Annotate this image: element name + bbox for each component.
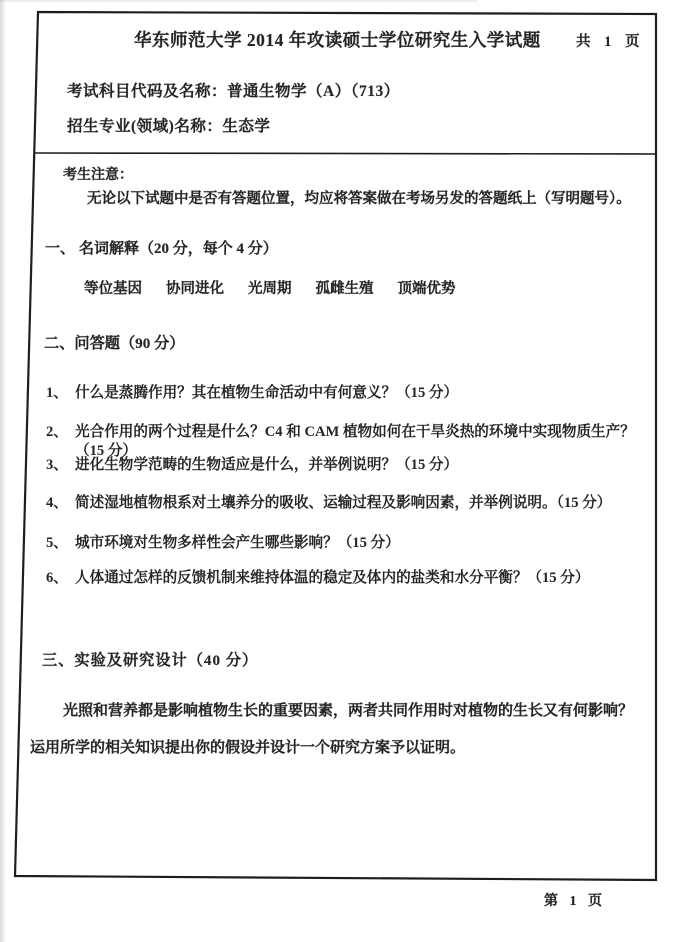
section-one-number: 一、	[45, 241, 76, 257]
scan-artifact-top-edge	[0, 0, 477, 3]
question-item	[46, 384, 646, 403]
term-item: 协同进化	[166, 281, 224, 297]
page-title: 华东师范大学 2014 年攻读硕士学位研究生入学试题	[134, 30, 541, 50]
question-text: 人体通过怎样的反馈机制来维持体温的稳定及体内的盐类和水分平衡？（15 分）	[75, 570, 590, 586]
term-item: 孤雌生殖	[315, 281, 374, 297]
term-item: 光周期	[248, 281, 292, 297]
question-item	[46, 569, 646, 588]
section-two-heading: 二、问答题（90 分）	[44, 335, 185, 352]
notice-heading: 考生注意：	[63, 168, 133, 183]
total-pages-label: 共 1 页	[576, 34, 645, 50]
question-text: 进化生物学范畴的生物适应是什么，并举例说明？（15 分）	[75, 457, 459, 473]
question-item	[46, 534, 646, 553]
enrollment-major-line: 招生专业(领域)名称：生态学	[67, 118, 271, 135]
section-one-title: 名词解释（20 分，每个 4 分）	[79, 241, 278, 257]
exam-subject-line: 考试科目代码及名称：普通生物学（A）（713）	[67, 83, 400, 100]
footer-page-number: 第 1 页	[544, 894, 606, 909]
section-three-heading: 三、实验及研究设计（40 分）	[42, 652, 259, 669]
scan-artifact-left-edge	[0, 0, 6, 942]
question-text: 城市环境对生物多样性会产生哪些影响？（15 分）	[75, 535, 400, 551]
question-number: 3、	[46, 457, 68, 473]
question-number: 2、	[46, 424, 68, 440]
question-item	[46, 456, 646, 475]
question-number: 4、	[46, 495, 68, 511]
essay-design-paragraph: 光照和营养都是影响植物生长的重要因素，两者共同作用时对植物的生长又有何影响？运用所学的相关知识提出你的假设并设计一个研究方案予以证明。	[30, 703, 634, 756]
section-one-heading	[45, 237, 278, 258]
question-number: 6、	[46, 570, 68, 586]
term-item: 顶端优势	[397, 281, 456, 297]
question-item	[46, 494, 646, 513]
question-text: 什么是蒸腾作用？其在植物生命活动中有何意义？（15 分）	[75, 385, 459, 401]
question-text: 简述湿地植物根系对土壤养分的吸收、运输过程及影响因素，并举例说明。（15 分）	[75, 495, 612, 511]
question-number: 5、	[46, 535, 68, 551]
notice-body: 无论以下试题中是否有答题位置，均应将答案做在考场另发的答题纸上（写明题号）。	[87, 191, 631, 207]
glossary-terms-row	[84, 277, 480, 298]
term-item: 等位基因	[84, 281, 142, 297]
header-divider-line	[34, 153, 656, 154]
question-text: 光合作用的两个过程是什么？C4 和 CAM 植物如何在干旱炎热的环境中实现物质生产？（15 分）	[75, 424, 635, 459]
question-number: 1、	[46, 385, 68, 401]
